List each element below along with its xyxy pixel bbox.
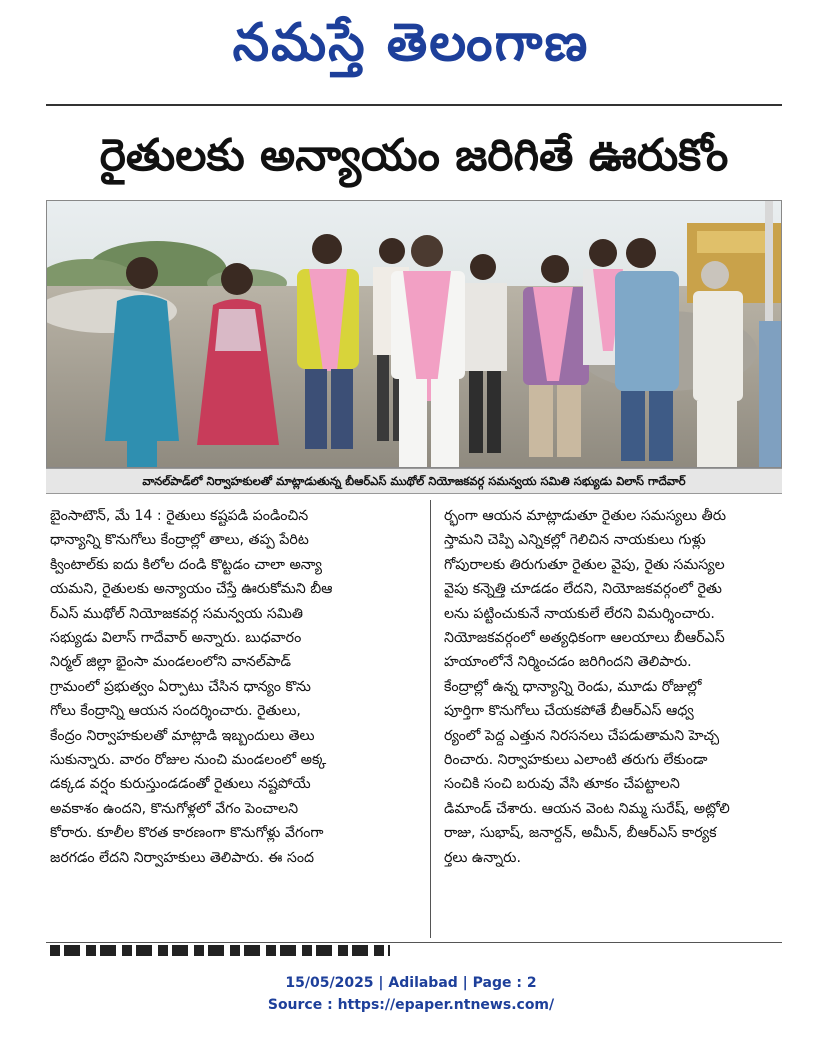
column-line: జరగడం లేదని నిర్వాహకులు తెలిపారు. ఈ సంద [50,849,315,866]
masthead-title: నమస్తే తెలంగాణ [232,12,590,73]
column-line: సంచికి సంచి బరువు వేసి తూకం చేపట్టాలని [444,776,680,793]
edition-info: 15/05/2025 | Adilabad | Page : 2 [285,975,537,991]
column-line: సుకున్నారు. వారం రోజుల నుంచి మండలంలో అక్క [50,752,327,769]
photo-caption [46,468,782,494]
column-line: ర్తలు ఉన్నారు. [444,849,521,866]
column-line: ర్భంగా ఆయన మాట్లాడుతూ రైతుల సమస్యలు తీరు [444,508,727,524]
column-line: ధాన్యాన్ని కొనుగోలు కేంద్రాల్లో తాలు, తప్ప పేరిట [50,532,309,549]
column-line: డక్కడ వర్షం కురుస్తుండడంతో రైతులు నష్టపోయే [50,776,311,793]
column-line: పూర్తిగా కొనుగోలు చేయకపోతే బీఆర్‌ఎస్ ఆధ్వ [444,703,694,720]
column-line: హయాంలోనే నిర్మించడం జరిగిందని తెలిపారు. [444,654,692,671]
news-photo [46,200,782,468]
masthead-divider [46,104,782,106]
column-line: నిర్మల్ జిల్లా భైంసా మండలంలోని వానల్‌పాడ్ [50,654,292,671]
column-line: లను పట్టించుకునే నాయకులే లేరని విమర్శించారు. [444,605,715,622]
column-line: రించారు. నిర్వాహకులు ఎలాంటి తరుగు లేకుండా [444,752,708,769]
article-headline [46,114,782,198]
column-line: గ్రామంలో ప్రభుత్వం ఏర్పాటు చేసిన ధాన్యం కొను [50,678,311,695]
column-line: డిమాండ్ చేశారు. ఆయన వెంట నిమ్మ సురేష్, అట్లోలి [444,800,730,817]
column-line: యమని, రైతులకు అన్యాయం చేస్తే ఊరుకోమని బీఆ [50,581,333,598]
column-line: గోపురాలకు తిరుగుతూ రైతుల వైపు, రైతు సమస్యల [444,556,725,573]
column-line: వైపు కన్నెత్తి చూడడం లేదని, నియోజకవర్గంలో రైతు [444,581,722,598]
column-line: కేంద్రం నిర్వాహకులతో మాట్లాడి ఇబ్బందులు తెలు [50,727,315,744]
bottom-rule [46,942,782,943]
article-column-left [50,504,418,870]
column-line: కోరారు. కూలీల కొరత కారణంగా కొనుగోళ్లు వేగంగా [50,825,324,842]
column-line: బైంసాటౌన్, మే 14 : రైతులు కష్టపడి పండించిన [50,508,309,524]
column-line: ర్‌ఎస్ ముథోల్ నియోజకవర్గ సమన్వయ సమితి [50,605,303,622]
column-line: క్వింటాల్‌కు ఐదు కిలోల దండి కొట్టడం చాలా అన్యా [50,556,323,573]
column-line: అవకాశం ఉందని, కొనుగోళ్లలో వేగం పెంచాలని [50,800,299,817]
next-article-cutoff [46,942,782,956]
headline-text: రైతులకు అన్యాయం జరిగితే ఊరుకోం [99,130,729,181]
column-line: గోలు కేంద్రాన్ని ఆయన సందర్శించారు. రైతులు, [50,703,301,720]
column-line: స్తామని చెప్పి ఎన్నికల్లో గెలిచిన నాయకులు గుళ్లు [444,532,706,549]
column-line: ర్యంలో పెద్ద ఎత్తున నిరసనలు చేపడుతామని హెచ్చ [444,727,720,744]
column-line: సభ్యుడు విలాస్ గాదేవార్ అన్నారు. బుధవారం [50,630,302,647]
article-column-right [444,504,778,870]
column-line: కేంద్రాల్లో ఉన్న ధాన్యాన్ని రెండు, మూడు రోజుల్లో [444,678,702,695]
cropped-headline-fragment [50,945,390,956]
page-footer [0,972,822,1016]
source-url: Source : https://epaper.ntnews.com/ [267,997,555,1013]
photo-caption-text: వానల్‌పాడ్‌లో నిర్వాహకులతో మాట్లాడుతున్న బీఆర్‌ఎస్ ముథోల్ నియోజకవర్గ సమన్వయ సమితి సభ్యుడు విలాస్ గాదేవార్ [142,474,686,488]
newspaper-masthead [0,4,822,82]
column-divider [430,500,431,938]
column-line: రాజు, సుభాష్, జనార్దన్, అమీన్, బీఆర్‌ఎస్ కార్యక [444,825,717,842]
column-line: నియోజకవర్గంలో అత్యధికంగా ఆలయాలు బీఆర్‌ఎస్ [444,630,725,647]
